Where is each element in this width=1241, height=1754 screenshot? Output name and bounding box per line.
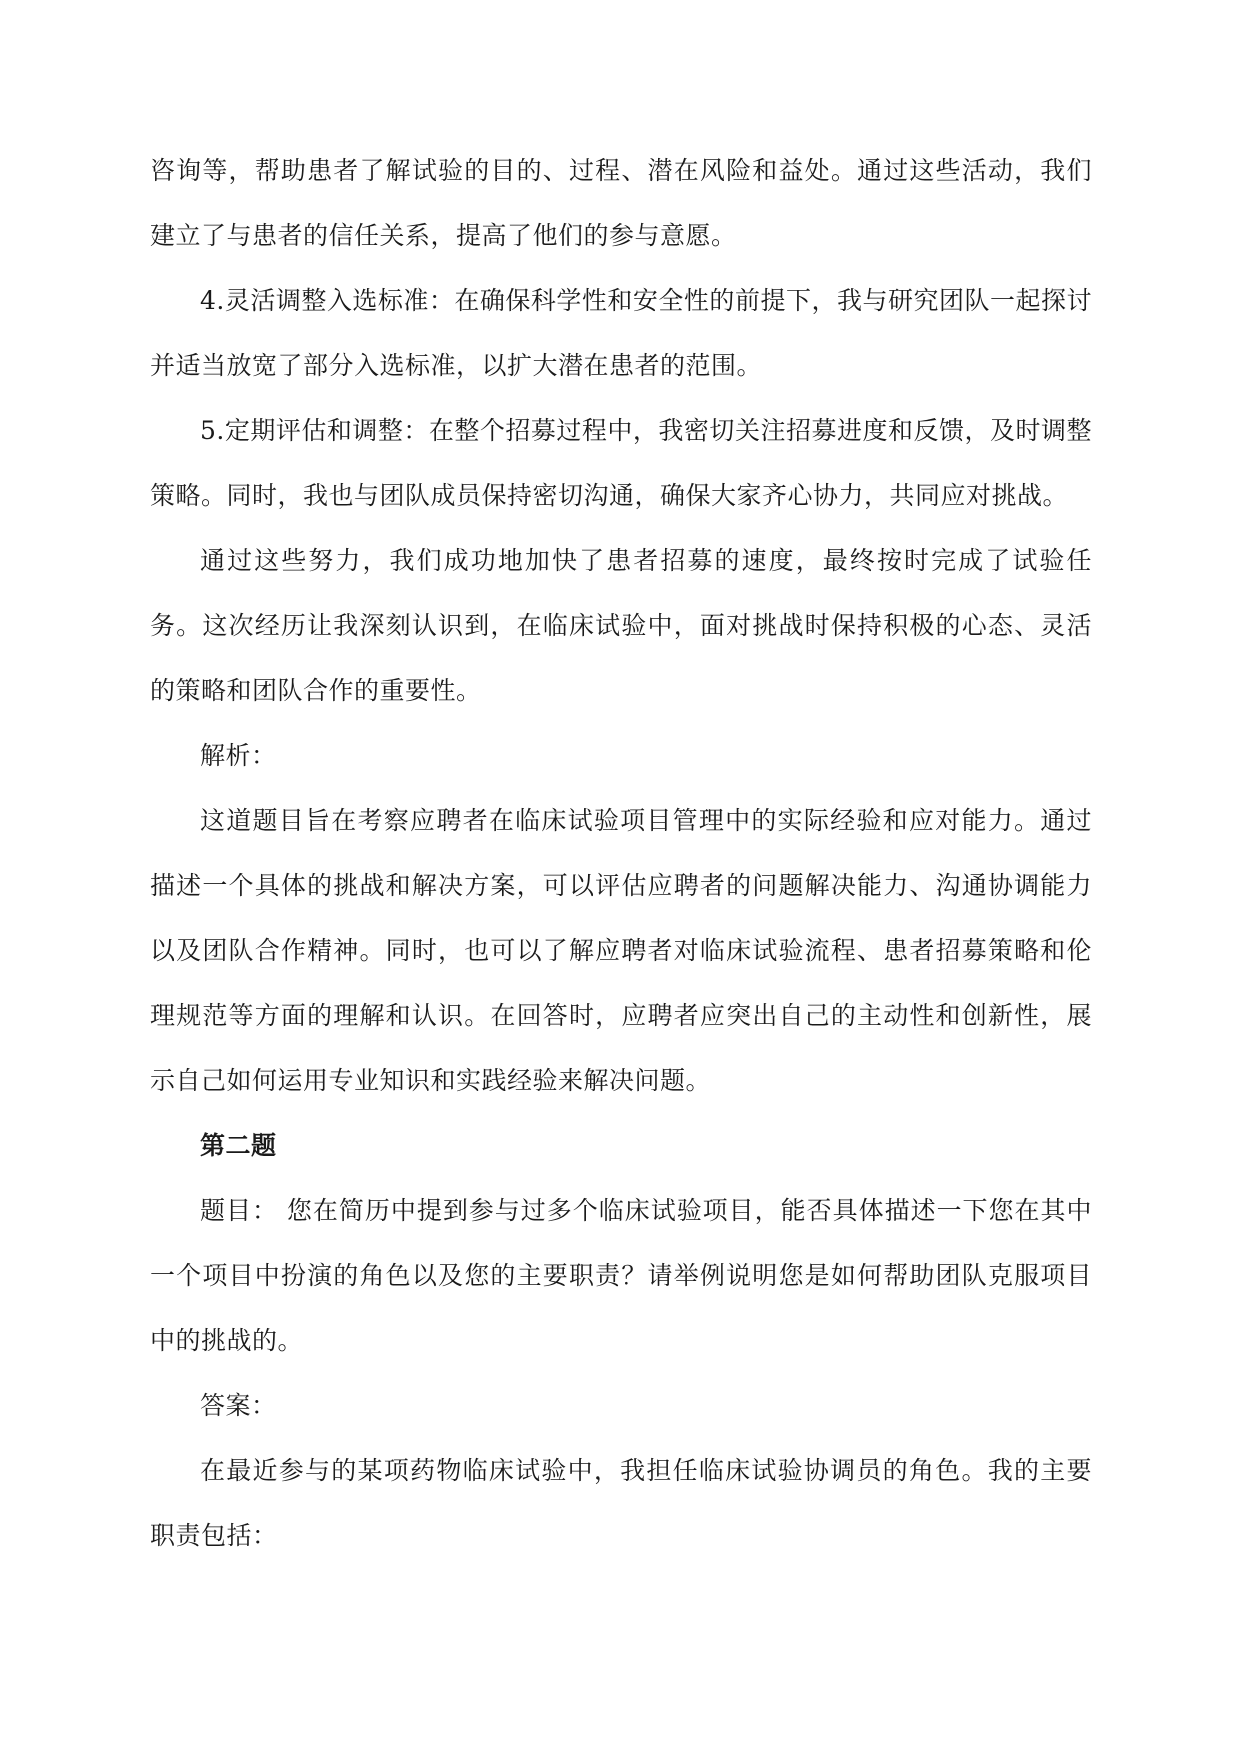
paragraph-item-5: 5.定期评估和调整：在整个招募过程中，我密切关注招募进度和反馈，及时调整策略。同时，我也与团队成员保持密切沟通，确保大家齐心协力，共同应对挑战。 bbox=[150, 416, 1092, 510]
paragraph-patient-education: 咨询等，帮助患者了解试验的目的、过程、潜在风险和益处。通过这些活动，我们建立了与患者的信任关系，提高了他们的参与意愿。 bbox=[150, 156, 1092, 250]
paragraph-analysis: 这道题目旨在考察应聘者在临床试验项目管理中的实际经验和应对能力。通过描述一个具体的挑战和解决方案，可以评估应聘者的问题解决能力、沟通协调能力以及团队合作精神。同时，也可以了解应聘者对临床试验流程、患者招募策略和伦理规范等方面的理解和认识。在回答时，应聘者应突出自己的主动性和创新性，展示自己如何运用专业知识和实践经验来解决问题。 bbox=[150, 806, 1092, 1095]
paragraph-summary: 通过这些努力，我们成功地加快了患者招募的速度，最终按时完成了试验任务。这次经历让我深刻认识到，在临床试验中，面对挑战时保持积极的心态、灵活的策略和团队合作的重要性。 bbox=[150, 546, 1092, 705]
document-page bbox=[150, 138, 1092, 1568]
paragraph-item-4: 4.灵活调整入选标准：在确保科学性和安全性的前提下，我与研究团队一起探讨并适当放宽了部分入选标准，以扩大潜在患者的范围。 bbox=[150, 286, 1092, 380]
analysis-label: 解析： bbox=[200, 741, 277, 770]
answer-label: 答案： bbox=[200, 1391, 277, 1420]
paragraph-question: 题目： 您在简历中提到参与过多个临床试验项目，能否具体描述一下您在其中一个项目中扮演的角色以及您的主要职责？请举例说明您是如何帮助团队克服项目中的挑战的。 bbox=[150, 1196, 1092, 1355]
paragraph-answer: 在最近参与的某项药物临床试验中，我担任临床试验协调员的角色。我的主要职责包括： bbox=[150, 1456, 1092, 1550]
section-heading: 第二题 bbox=[200, 1131, 277, 1160]
